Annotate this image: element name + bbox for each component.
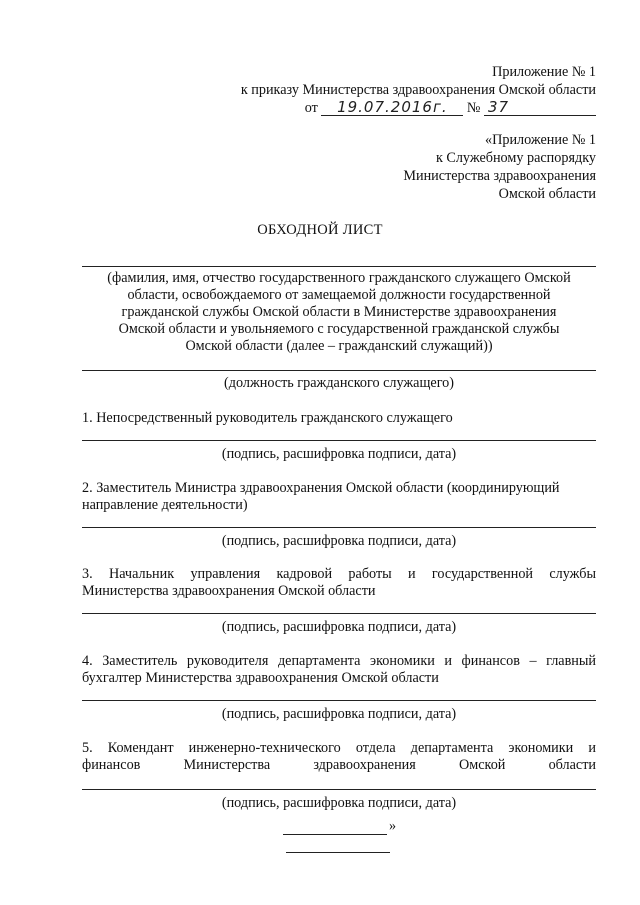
item-2-signature-line [82, 527, 596, 528]
item-4-line-1: 4. Заместитель руководителя департамента экономики и финансов – главный [82, 653, 596, 669]
item-4-caption: (подпись, расшифровка подписи, дата) [221, 706, 457, 722]
full-name-field-line [82, 266, 596, 267]
document-title: ОБХОДНОЙ ЛИСТ [257, 222, 383, 238]
sub-appendix-region: Омской области [498, 186, 596, 202]
full-name-caption [82, 270, 596, 355]
item-4-text [82, 653, 596, 687]
number-prefix: № [466, 100, 481, 116]
item-4-line-2: бухгалтер Министерства здравоохранения Омской области [82, 670, 439, 686]
date-prefix: от [304, 100, 318, 116]
separator-line [286, 852, 390, 853]
position-caption: (должность гражданского служащего) [224, 375, 454, 391]
item-1-caption: (подпись, расшифровка подписи, дата) [221, 446, 457, 462]
appendix-label: Приложение № 1 [492, 64, 596, 80]
order-number-value: 37 [484, 100, 596, 116]
position-field-line [82, 370, 596, 371]
item-2-caption: (подпись, расшифровка подписи, дата) [221, 533, 457, 549]
item-3-line-1: 3. Начальник управления кадровой работы и государственной службы [82, 566, 596, 582]
full-name-caption-line: Омской области (далее – гражданский служащий)) [185, 338, 493, 354]
item-5-line-2: финансов Министерства здравоохранения Омской области [82, 757, 596, 773]
full-name-caption-line: гражданской службы Омской области в Министерстве здравоохранения [121, 304, 557, 320]
item-2-text [82, 480, 596, 514]
item-4-signature-line [82, 700, 596, 701]
item-3-line-2: Министерства здравоохранения Омской области [82, 583, 376, 599]
item-3-signature-line [82, 613, 596, 614]
order-date-value: 19.07.2016г. [321, 100, 463, 116]
item-3-text [82, 566, 596, 600]
item-5-signature-line [82, 789, 596, 790]
order-date-number-line [305, 100, 596, 117]
full-name-caption-line: Омской области и увольняемого с государственной гражданской службы [118, 321, 560, 337]
item-1-signature-line [82, 440, 596, 441]
item-2-line-1: 2. Заместитель Министра здравоохранения Омской области (координирующий [82, 480, 560, 496]
item-2-line-2: направление деятельности) [82, 497, 248, 513]
sub-appendix-ministry: Министерства здравоохранения [403, 168, 596, 184]
item-5-line-1: 5. Комендант инженерно-технического отдела департамента экономики и [82, 740, 596, 756]
item-5-caption: (подпись, расшифровка подписи, дата) [221, 795, 457, 811]
closing-quote: » [389, 818, 397, 834]
sub-appendix-ref: к Служебному распорядку [435, 150, 596, 166]
sub-appendix-label: «Приложение № 1 [485, 132, 596, 148]
item-5-text [82, 740, 596, 774]
item-3-caption: (подпись, расшифровка подписи, дата) [221, 619, 457, 635]
full-name-caption-line: области, освобождаемого от замещаемой должности государственной [127, 287, 551, 303]
item-1-text: 1. Непосредственный руководитель гражданского служащего [82, 410, 453, 426]
order-reference: к приказу Министерства здравоохранения Омской области [240, 82, 596, 98]
closing-line [283, 834, 387, 835]
full-name-caption-line: (фамилия, имя, отчество государственного гражданского служащего Омской [107, 270, 571, 286]
